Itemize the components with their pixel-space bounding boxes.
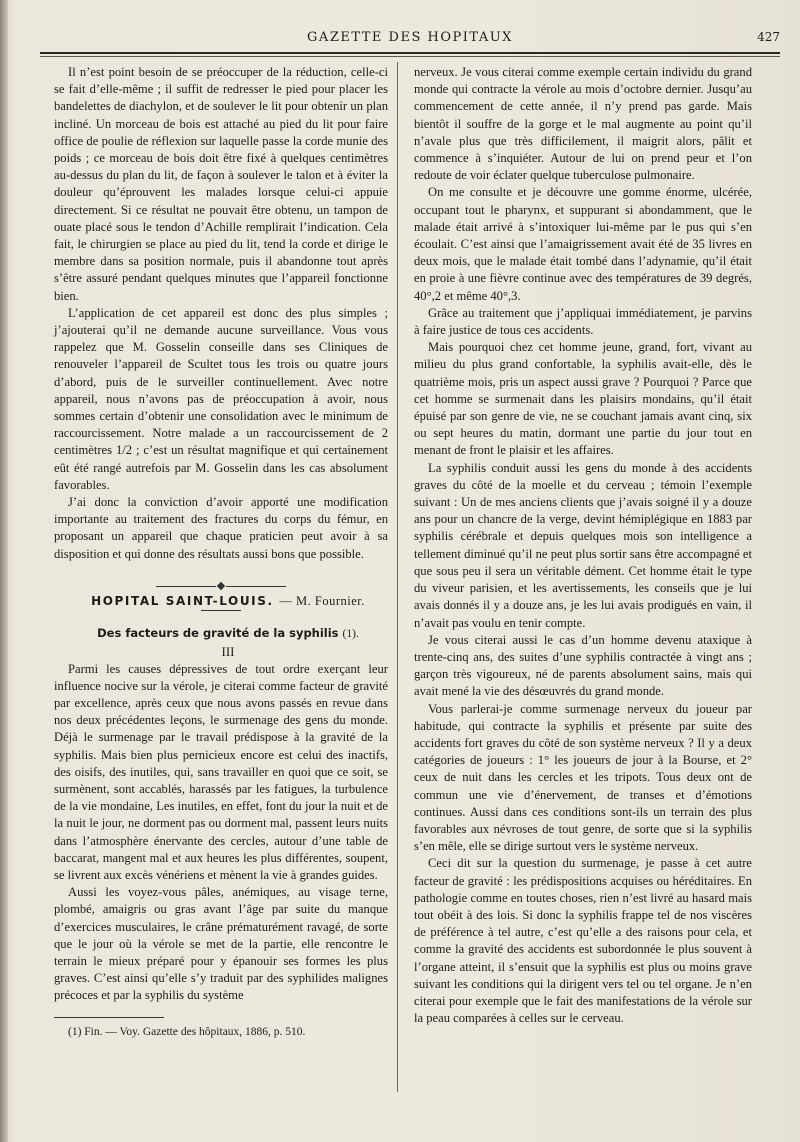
paragraph: Ceci dit sur la question du surmenage, je passe à cet autre facteur de gravité : les prédispositions acquises ou héréditaires. En pathologie comme en toutes choses, rien n’est livré au hasard mais tout obéit à des lois. Si donc la syphilis frappe tel de nos viscères de préférence à tel autre, c’est qu’elle a des raisons pour cela, et comme la gravité des accidents est subordonnée le plus souvent à l’organe atteint, il s’ensuit que la syphilis est plus ou moins grave suivant les conditions qui la dirigent vers tel ou tel organe. Je n’en citerai pour exemple que le fait des manifestations de la vérole sur la peau comparées à celles sur le cerveau. xyxy=(414,856,752,1026)
paragraph: J’ai donc la conviction d’avoir apporté une modification importante au traitement des fractures du corps du fémur, en proposant un appareil que chaque praticien peut avoir à sa disposition et qui donne des résultats aussi bons que possible. xyxy=(54,495,388,561)
hospital-name: HOPITAL SAINT-LOUIS. xyxy=(91,593,274,608)
paragraph: Mais pourquoi chez cet homme jeune, grand, fort, vivant au milieu du plus grand confortable, la syphilis avait-elle, dès le quatrième mois, pris un aspect aussi grave ? Pourquoi ? Parce que cet homme se surmenait dans les plaisirs mondains, qu’il était épuisé par son genre de vie, ne se couchant jamais avant cinq, six ou sept heures du matin, dormant une partie du jour tout en menant de front le plaisir et les affaires. xyxy=(414,340,752,458)
footnote: (1) Fin. — Voy. Gazette des hôpitaux, 1886, p. 510. xyxy=(68,1025,306,1038)
article-footnote-ref: (1). xyxy=(342,628,359,641)
right-column xyxy=(414,64,752,1027)
journal-title: GAZETTE DES HOPITAUX xyxy=(307,30,513,45)
paragraph: La syphilis conduit aussi les gens du monde à des accidents graves du côté de la moelle et du cerveau ; témoin l’exemple suivant : Un de mes anciens clients que j’avais soigné il y a douze ans pour un chancre de la verge, devint hémiplégique en 1883 par syphilis cérébrale et depuis quelques mois son intelligence a tellement diminué qu’il ne peut plus sortir sans être accompagné et que sous peu il sera un véritable dément. Cet homme était le type du viveur parisien, et les avertissements, les conseils que je lui avais donnés il y a douze ans, je les lui avais prodigués en vain, il n’avait pas voulu en tenir compte. xyxy=(414,460,752,630)
paragraph: Parmi les causes dépressives de tout ordre exerçant leur influence nocive sur la vérole, je citerai comme facteur de gravité par excellence, après ceux que nous avons passés en revue dans nos deux précédentes leçons, le surmenage des gens du monde. Déjà le surmenage par le travail prédispose à la gravité de la syphilis. Mais bien plus pernicieux encore est celui des inactifs, des oisifs, des inutiles, qui, sans travailler en quoi que ce soit, se surmènent, sont accablés, harassés par les fatigues, la turbulence de la vie mondaine, Les inutiles, en effet, font du jour la nuit et de la nuit le jour, ne dorment pas ou dorment mal, passent leurs nuits dans l’atmosphère énervante des cercles, autour d’une table de baccarat, mangent mal et aux heures les plus différentes, soupent, se livrent aux excès vénériens et mènent la vie à grandes guides. xyxy=(54,661,388,882)
section-number: III xyxy=(221,644,235,660)
hospital-doctor: — M. Fournier. xyxy=(279,593,365,608)
article-title-text: Des facteurs de gravité de la syphilis xyxy=(97,626,339,641)
page-spine-shadow xyxy=(0,0,8,1142)
left-column xyxy=(54,64,388,1041)
page-number: 427 xyxy=(757,30,780,44)
paragraph: L’application de cet appareil est donc des plus simples ; j’ajouterai qu’il ne demande aucune surveillance. Vous vous rappelez que M. Gosselin conseille dans ses Cliniques de renouveler l’appareil de Scultet tous les trois ou quatre jours d’abord, puis de le surveiller continuellement. Avec notre appareil, nous n’avons pas de préoccupation à avoir, nous sommes certain d’obtenir une consolidation avec le minimum de raccourcissement. Notre malade a un raccourcissement de 2 centimètres 1/2 ; c’est un résultat magnifique et qui certainement eût été rangé autrefois par M. Gosselin dans les cas absolument favorables. xyxy=(54,305,388,492)
paragraph: Grâce au traitement que j’appliquai immédiatement, je parvins à faire justice de tous ces accidents. xyxy=(414,305,752,338)
paragraph: Je vous citerai aussi le cas d’un homme devenu ataxique à trente-cinq ans, des suites d’une syphilis contractée à vingt ans ; garçon très vigoureux, né de parents absolument sains, mais qui avait mené la vie des désœuvrés du grand monde. xyxy=(414,632,752,699)
heading-rule xyxy=(201,610,241,611)
column-separator xyxy=(397,62,398,1092)
paragraph: Aussi les voyez-vous pâles, anémiques, au visage terne, plombé, amaigris ou gras avant l’âge par suite du manque d’exercices musculaires, le crâne prématurément ravagé, de sorte que le jour où la vérole se met de la partie, elle rencontre le terrain le mieux préparé pour y épanouir ses formes les plus graves. C’est ainsi qu’elle s’y traduit par des syphilides malignes précoces et par la syphilis du système xyxy=(54,885,388,1003)
paragraph: Vous parlerai-je comme surmenage nerveux du joueur par habitude, qui contracte la syphilis et présente par suite des accidents fort graves du côté de son système nerveux ? Il y a deux catégories de joueurs : 1° les joueurs de jour à la Bourse, et 2° ceux de nuit dans les cercles et les tripots. Tous deux ont de commun une vie d’énervement, de transes et d’émotions continues. Aussi dans ces conditions sont-ils un terrain des plus favorables aux névroses de tout genre, de sorte que si la syphilis s’en mêle, elle se dirige surtout vers le système nerveux. xyxy=(414,701,752,854)
running-header xyxy=(40,30,780,52)
paragraph: Il n’est point besoin de se préoccuper de la réduction, celle-ci se fait d’elle-même ; il suffit de redresser le pied pour placer les bandelettes de diachylon, et de soulever le lit pour obtenir un plan incliné. Un morceau de bois est attaché au pied du lit pour faire office de poulie de réflexion sur laquelle passe la corde munie des poids ; ce morceau de bois doit être fixé à quelques centimètres au-dessus du plan du lit, de façon à soulever le talon et à éviter la douleur qu’éprouvent les malades lorsque celui-ci appuie directement. Si ce résultat ne pouvait être obtenu, un tampon de ouate placé sous le tendon d’Achille remplirait l’indication. Cela fait, le chirurgien se place au pied du lit, tend la corde et dirige le membre dans sa position normale, puis il abandonne tout après s’être assuré pendant quelques minutes que l’appareil fonctionne bien. xyxy=(54,65,388,303)
paragraph: nerveux. Je vous citerai comme exemple certain individu du grand monde qui contracte la vérole au mois d’octobre dernier. Jusqu’au commencement de cette année, il n’y prend pas garde. Mais bientôt il souffre de la gorge et le mal augmente au point qu’il n’avale plus que très difficilement, il maigrit alors, pâlit et commence à s’inquiéter. Autour de lui on prend peur et l’on redoute de voir éclater quelque tuberculose pulmonaire. xyxy=(414,65,752,183)
header-rule-thin xyxy=(40,56,780,57)
hospital-heading xyxy=(54,593,388,610)
section-ornament xyxy=(54,577,388,583)
article-title xyxy=(54,625,388,643)
footnote-rule xyxy=(54,1017,164,1018)
paragraph: On me consulte et je découvre une gomme énorme, ulcérée, occupant tout le pharynx, et suppurant si abondamment, que le malade était arrivé à s’intoxiquer lui-même par le pus qui s’en écoulait. C’est ainsi que l’amaigrissement avait été de 35 livres en deux mois, que le malade était tombé dans l’adynamie, qu’il était en proie à une fièvre continue avec des températures de 39 degrés, 40°,2 et même 40°,3. xyxy=(414,185,752,303)
header-rule-thick xyxy=(40,52,780,54)
